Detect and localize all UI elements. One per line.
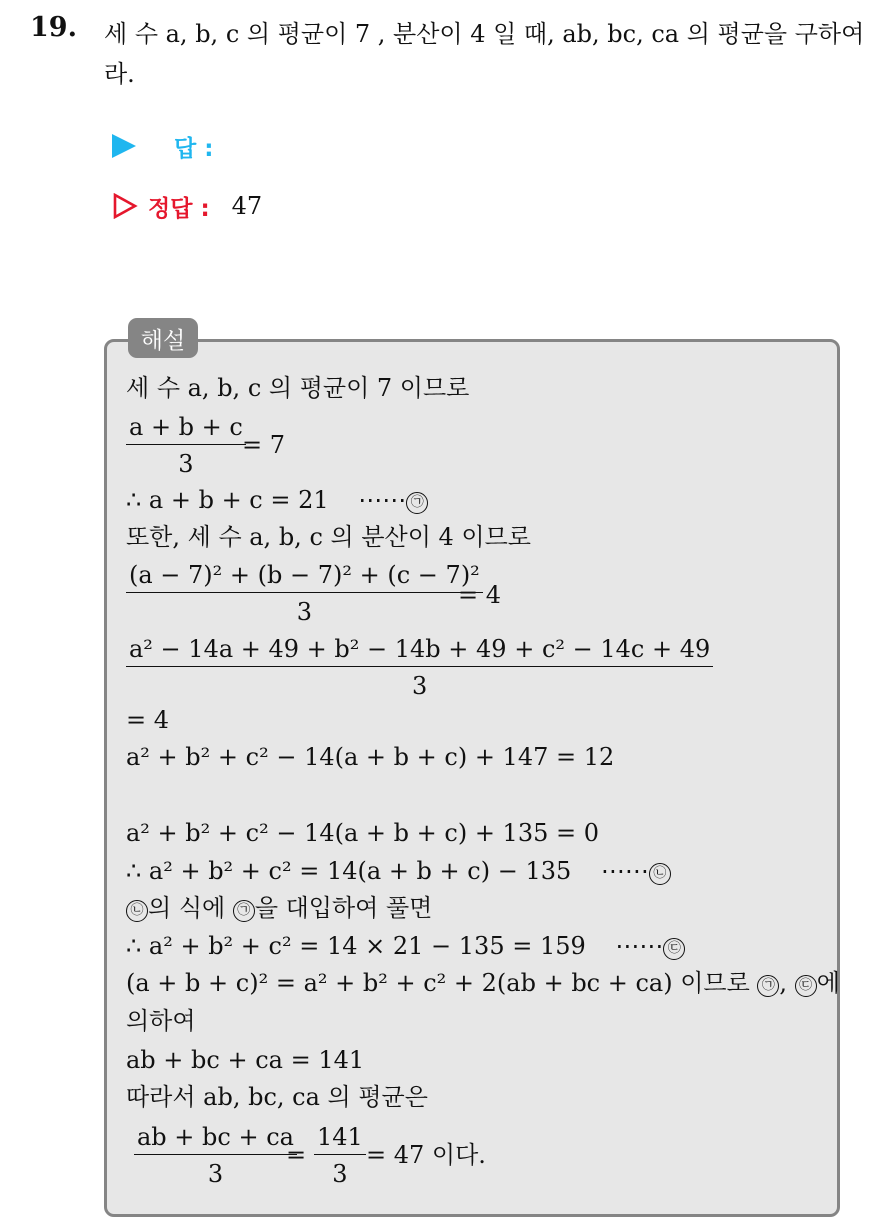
fraction-2: [126, 560, 483, 627]
correct-answer-value: 47: [231, 192, 263, 220]
circled-nieun-mark: ㉡: [649, 863, 671, 885]
circled-giyeok-mark: ㉠: [757, 975, 779, 997]
fraction-2-numerator: (a − 7)² + (b − 7)² + (c − 7)²: [126, 560, 483, 593]
answer-label: 답 :: [174, 135, 214, 162]
fraction-3: [126, 634, 713, 701]
fraction-2-rhs: = 4: [458, 581, 502, 609]
solution-line-10-tail: 에: [816, 969, 840, 997]
question-text: 세 수 a, b, c 의 평균이 7 , 분산이 4 일 때, ab, bc, ca 의 평균을 구하여라.: [104, 20, 865, 88]
solution-line-9: [126, 931, 685, 961]
solution-line-4: = 4: [126, 706, 170, 734]
solution-line-8: [126, 893, 432, 923]
fraction-5-denominator: 3: [332, 1160, 348, 1188]
fraction-5-rhs: = 47 이다.: [366, 1141, 486, 1169]
answer-row: [112, 128, 213, 164]
dots: ⋯⋯: [615, 932, 664, 960]
solution-line-5: a² + b² + c² − 14(a + b + c) + 147 = 12: [126, 743, 615, 771]
solution-line-7: [126, 856, 671, 886]
correct-answer-row: [112, 188, 262, 224]
fraction-1: [126, 412, 246, 479]
solution-line-7-text: ∴ a² + b² + c² = 14(a + b + c) − 135: [126, 857, 572, 885]
fraction-5: [314, 1122, 366, 1189]
fraction-4-numerator: ab + bc + ca: [134, 1122, 297, 1155]
fraction-5-numerator: 141: [314, 1122, 366, 1155]
fraction-4-eq: =: [286, 1141, 307, 1169]
circled-digeut-mark: ㉢: [795, 975, 817, 997]
solution-line-2-text: ∴ a + b + c = 21: [126, 486, 329, 514]
dots: ⋯⋯: [358, 486, 407, 514]
solution-line-1: 세 수 a, b, c 의 평균이 7 이므로: [126, 374, 470, 402]
solution-line-9-text: ∴ a² + b² + c² = 14 × 21 − 135 = 159: [126, 932, 586, 960]
fraction-4: [134, 1122, 297, 1189]
dots: ⋯⋯: [600, 857, 649, 885]
correct-answer-label: 정답 :: [148, 195, 210, 222]
fraction-4-denominator: 3: [207, 1160, 224, 1188]
solution-line-11: 의하여: [126, 1007, 196, 1035]
play-triangle-icon: [112, 134, 136, 158]
solution-tab: 해설: [128, 318, 198, 358]
solution-line-12: ab + bc + ca = 141: [126, 1046, 365, 1074]
solution-line-10: [126, 968, 840, 998]
fraction-1-numerator: a + b + c: [126, 412, 246, 445]
circled-nieun-mark: ㉡: [126, 900, 148, 922]
comma: ,: [779, 969, 795, 997]
fraction-1-rhs: = 7: [242, 431, 286, 459]
outline-triangle-icon: [112, 193, 138, 219]
solution-line-13: 따라서 ab, bc, ca 의 평균은: [126, 1083, 428, 1111]
fraction-3-numerator: a² − 14a + 49 + b² − 14b + 49 + c² − 14c + 49: [126, 634, 713, 667]
solution-line-8-text-b: 을 대입하여 풀면: [254, 894, 433, 922]
circled-giyeok-mark: ㉠: [406, 492, 428, 514]
solution-line-6: a² + b² + c² − 14(a + b + c) + 135 = 0: [126, 819, 600, 847]
fraction-2-denominator: 3: [296, 598, 313, 626]
solution-line-8-text-a: 의 식에: [148, 894, 233, 922]
circled-digeut-mark: ㉢: [663, 938, 685, 960]
fraction-1-denominator: 3: [178, 450, 194, 478]
question-number: 19.: [30, 12, 77, 43]
solution-line-10-text: (a + b + c)² = a² + b² + c² + 2(ab + bc + ca) 이므로: [126, 969, 758, 997]
solution-line-3: 또한, 세 수 a, b, c 의 분산이 4 이므로: [126, 523, 531, 551]
circled-giyeok-mark: ㉠: [233, 900, 255, 922]
solution-line-2: [126, 485, 428, 515]
fraction-3-denominator: 3: [411, 672, 428, 700]
